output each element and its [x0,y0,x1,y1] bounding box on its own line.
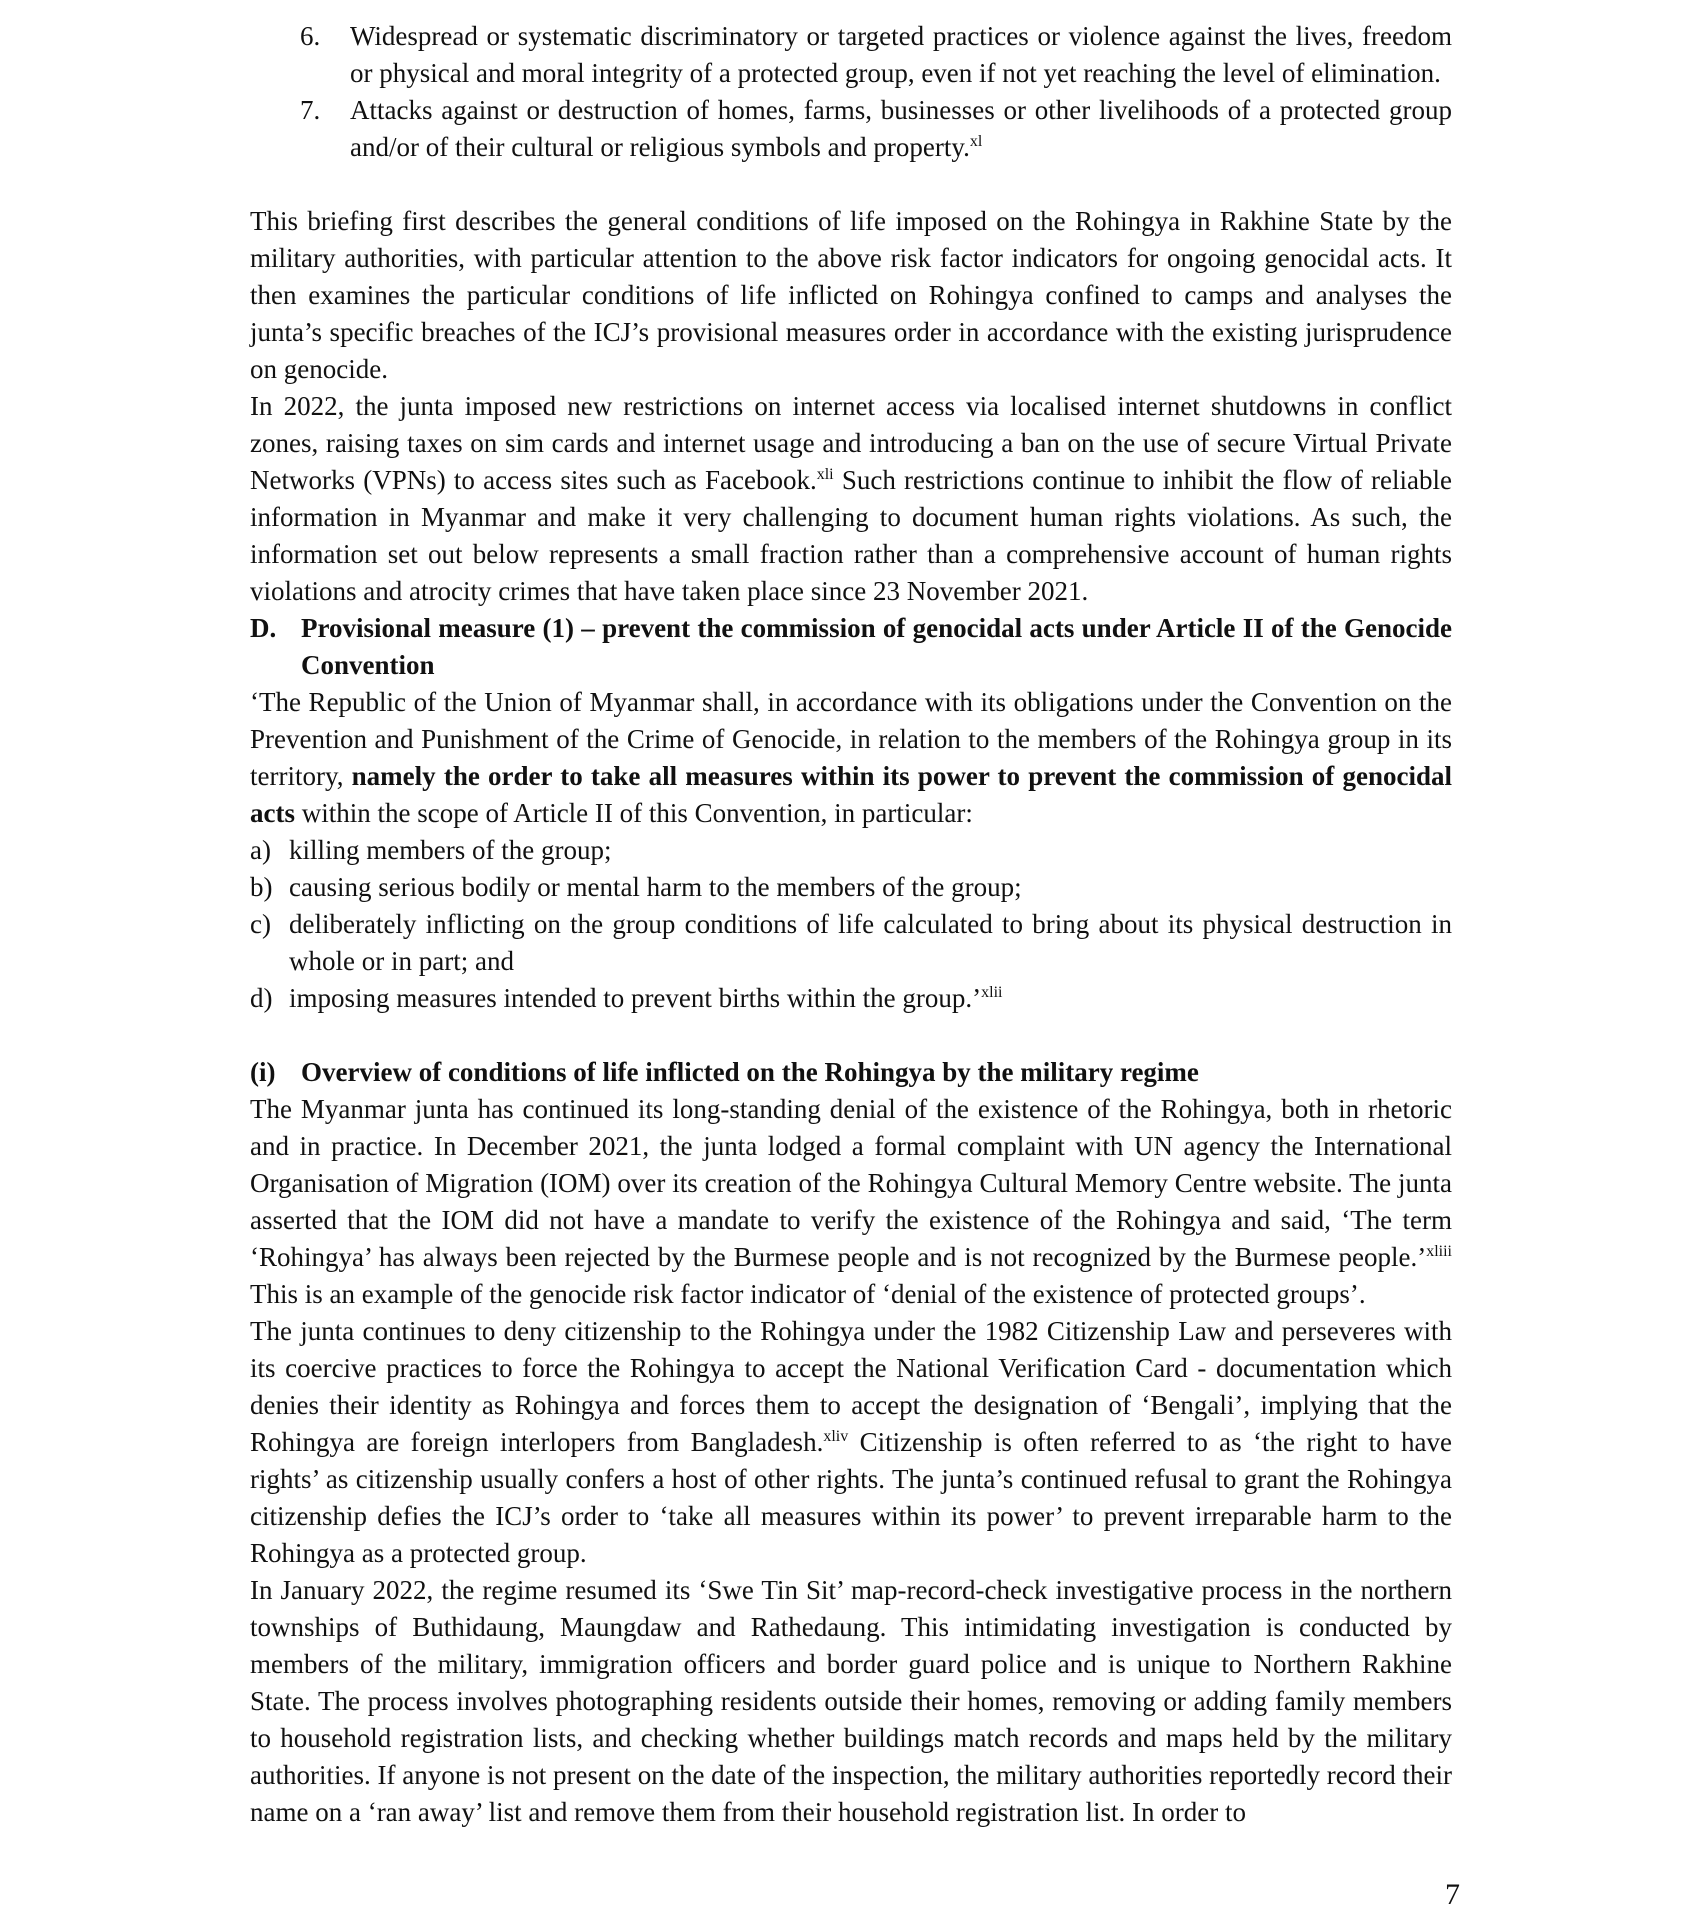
list-item-text: Widespread or systematic discriminatory or targeted practices or violence against the lives, freedom or physical and moral integrity of a protected group, even if not yet reaching the level of elimination. [350,21,1452,88]
paragraph-text: The Myanmar junta has continued its long-standing denial of the existence of the Rohingya, both in rhetoric and in practice. In December 2021, the junta lodged a formal complaint with UN agency the International Organisation of Migration (IOM) over its creation of the Rohingya Cultural Memory Centre website. The junta asserted that the IOM did not have a mandate to verify the existence of the Rohingya and said, ‘The term ‘Rohingya’ has always been rejected by the Burmese people and is not recognized by the Burmese people.’ [250,1094,1452,1272]
paragraph-text: Citizenship is often referred to as ‘the right to have rights’ as citizenship usually confers a host of other rights. The junta’s continued refusal to grant the Rohingya citizenship defies the ICJ’s order to ‘take all measures within its power’ to prevent irreparable harm to the Rohingya as a protected group. [250,1427,1453,1568]
quote-lead: ‘The Republic of the Union of Myanmar shall, in accordance with its obligations under the Convention on the Prevention and Punishment of the Crime of Genocide, in relation to the members of the Rohingya group in its territory, [250,687,1452,791]
list-item [250,92,1452,166]
subsection-label: (i) [250,1057,276,1087]
genocidal-acts-list [250,832,1452,1017]
endnote-ref[interactable]: xliii [1426,1243,1452,1260]
section-title: Provisional measure (1) – prevent the commission of genocidal acts under Article II of the Genocide Convention [301,613,1452,680]
section-label: D. [250,613,277,643]
citizenship-paragraph [250,1313,1452,1572]
intro-paragraph: This briefing first describes the general conditions of life imposed on the Rohingya in Rakhine State by the military authorities, with particular attention to the above risk factor indicators for ongoing genocidal acts. It then examines the particular conditions of life inflicted on Rohingya confined to camps and analyses the junta’s specific breaches of the ICJ’s provisional measures order in accordance with the existing jurisprudence on genocide. [250,206,1452,384]
list-number: 6. [300,21,321,51]
list-item-text: Attacks against or destruction of homes, farms, businesses or other livelihoods of a protected group and/or of their cultural or religious symbols and property. [350,95,1452,162]
list-item [250,832,1452,869]
subsection-title: Overview of conditions of life inflicted on the Rohingya by the military regime [301,1057,1199,1087]
risk-factor-list [250,18,1452,166]
list-item-text: killing members of the group; [289,835,612,865]
spacer [250,166,1452,203]
list-item [250,980,1452,1017]
quote-tail: within the scope of Article II of this Convention, in particular: [294,798,973,828]
endnote-ref[interactable]: xli [816,466,834,483]
list-item [250,906,1452,980]
endnote-ref[interactable]: xliv [823,1428,849,1445]
spacer [250,1017,1452,1054]
paragraph-text: Such restrictions continue to inhibit the flow of reliable information in Myanmar and make it very challenging to document human rights violations. As such, the information set out below represents a small fraction rather than a comprehensive account of human rights violations and atrocity crimes that have taken place since 23 November 2021. [250,465,1452,606]
list-item [250,18,1452,92]
subsection-heading-i [250,1054,1452,1091]
list-item-text: causing serious bodily or mental harm to the members of the group; [289,872,1022,902]
endnote-ref[interactable]: xl [969,133,983,150]
section-heading-d [250,610,1452,684]
list-label: b) [250,872,273,902]
list-item-text: imposing measures intended to prevent births within the group.’ [289,983,982,1013]
list-number: 7. [300,95,321,125]
list-item [250,869,1452,906]
paragraph-text: This is an example of the genocide risk factor indicator of ‘denial of the existence of protected groups’. [250,1279,1366,1309]
paragraph-text: In 2022, the junta imposed new restrictions on internet access via localised internet shutdowns in conflict zones, raising taxes on sim cards and internet usage and introducing a ban on the use of secure Virtual Private Networks (VPNs) to access sites such as Facebook. [250,391,1452,495]
list-label: c) [250,909,271,939]
quote-paragraph [250,684,1452,832]
internet-paragraph [250,388,1452,610]
swe-tin-sit-paragraph: In January 2022, the regime resumed its ‘Swe Tin Sit’ map-record-check investigative process in the northern townships of Buthidaung, Maungdaw and Rathedaung. This intimidating investigation is conducted by members of the military, immigration officers and border guard police and is unique to Northern Rakhine State. The process involves photographing residents outside their homes, removing or adding family members to household registration lists, and checking whether buildings match records and maps held by the military authorities. If anyone is not present on the date of the inspection, the military authorities reportedly record their name on a ‘ran away’ list and remove them from their household registration list. In order to [250,1575,1452,1827]
endnote-ref[interactable]: xlii [981,984,1003,1001]
list-label: d) [250,983,273,1013]
paragraph-text: The junta continues to deny citizenship to the Rohingya under the 1982 Citizenship Law and perseveres with its coercive practices to force the Rohingya to accept the National Verification Card - documentation which denies their identity as Rohingya and forces them to accept the designation of ‘Bengali’, implying that the Rohingya are foreign interlopers from Bangladesh. [250,1316,1452,1457]
list-item-text: deliberately inflicting on the group conditions of life calculated to bring about its physical destruction in whole or in part; and [289,909,1452,976]
quote-emphasis: namely the order to take all measures within its power to prevent the commission of genocidal acts [250,761,1452,828]
list-label: a) [250,835,271,865]
denial-paragraph [250,1091,1452,1313]
document-page [250,18,1452,1831]
page-number: 7 [1445,1878,1460,1911]
